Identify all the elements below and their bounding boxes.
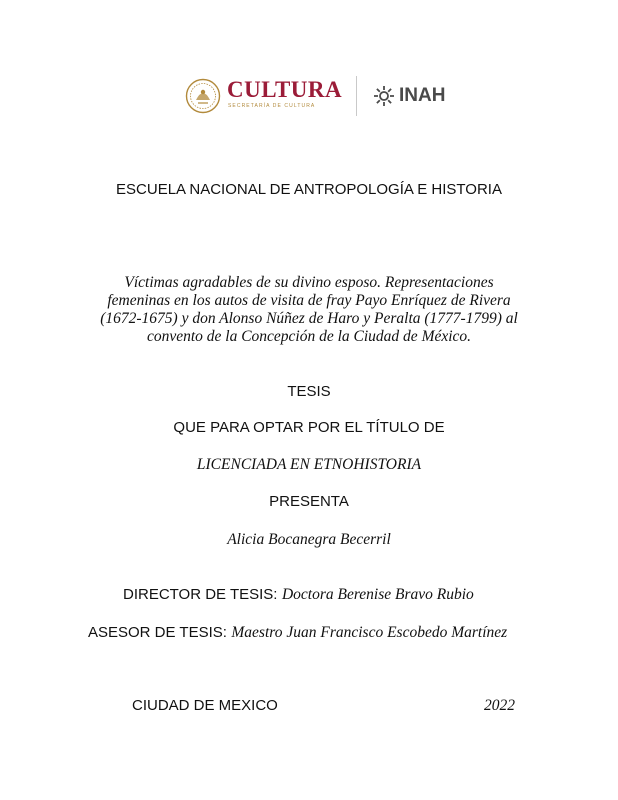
inah-logo-text: INAH — [399, 85, 446, 106]
thesis-title-line: convento de la Concepción de la Ciudad de México. — [146, 328, 472, 345]
thesis-title — [74, 274, 544, 346]
degree-intro: QUE PARA OPTAR POR EL TÍTULO DE — [173, 419, 445, 436]
year: 2022 — [484, 697, 515, 714]
director-label: DIRECTOR DE TESIS: — [123, 586, 278, 603]
director-name: Doctora Berenise Bravo Rubio — [281, 586, 474, 603]
national-seal-icon — [184, 78, 222, 114]
advisor-label: ASESOR DE TESIS: — [88, 624, 227, 641]
presenter-label: PRESENTA — [269, 493, 349, 510]
director-row — [123, 586, 474, 604]
author-name: Alicia Bocanegra Becerril — [227, 531, 391, 548]
advisor-name: Maestro Juan Francisco Escobedo Martínez — [231, 624, 508, 641]
thesis-title-line: femeninas en los autos de visita de fray Payo Enríquez de Rivera — [107, 292, 511, 309]
inah-emblem-icon — [372, 84, 396, 108]
advisor-row — [88, 624, 507, 642]
header-logos — [0, 76, 618, 116]
cultura-logo-tagline: SECRETARÍA DE CULTURA — [228, 103, 316, 109]
logo-divider — [356, 76, 357, 116]
thesis-title-line: Víctimas agradables de su divino esposo. Representaciones — [124, 274, 494, 291]
thesis-title-line: (1672-1675) y don Alonso Núñez de Haro y Peralta (1777-1799) al — [100, 310, 518, 327]
document-type: TESIS — [287, 383, 331, 400]
cultura-logo-text: CULTURA — [227, 77, 343, 102]
degree-name: LICENCIADA EN ETNOHISTORIA — [196, 456, 422, 473]
place: CIUDAD DE MEXICO — [132, 697, 278, 714]
institution-name: ESCUELA NACIONAL DE ANTROPOLOGÍA E HISTORIA — [116, 181, 502, 198]
